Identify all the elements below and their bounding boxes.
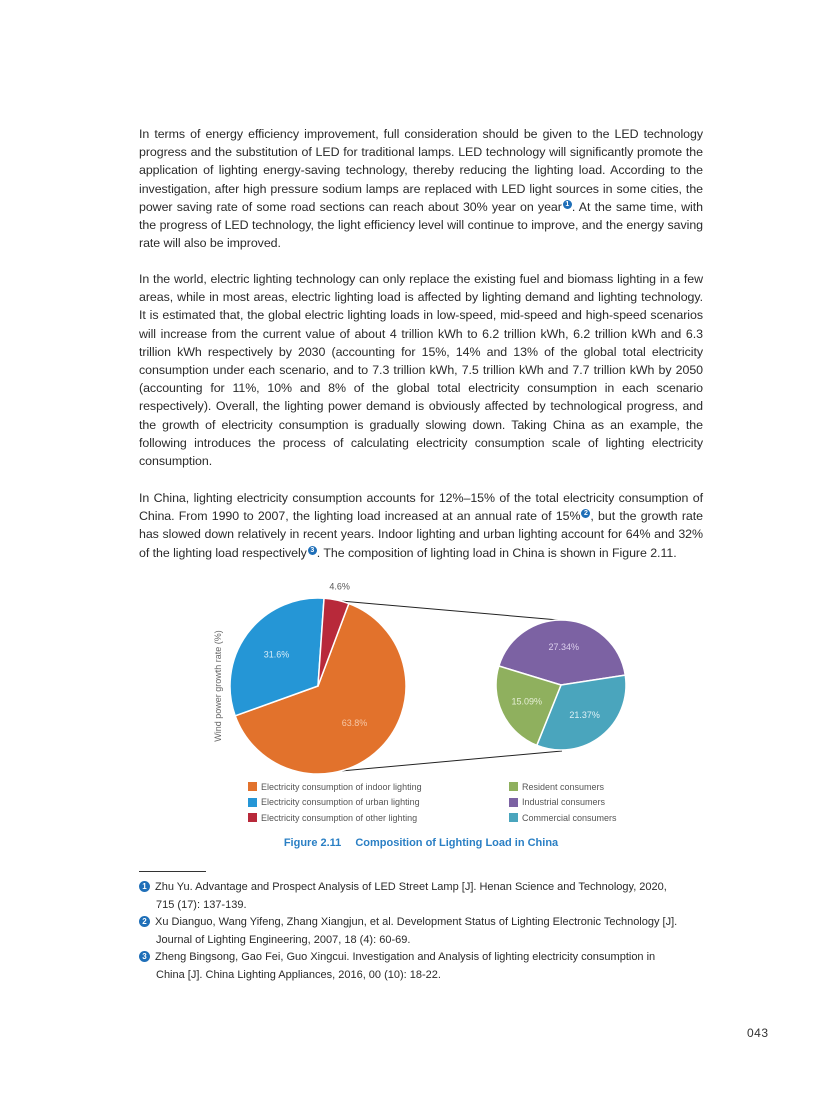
footnote-ref-1[interactable]: 1: [563, 200, 572, 209]
footnote-text: 715 (17): 137-139.: [156, 898, 247, 911]
legend-breakdown: [509, 779, 617, 826]
footnote-text: Journal of Lighting Engineering, 2007, 18 (4): 60-69.: [156, 933, 411, 946]
footnote-2: [139, 914, 703, 949]
legend-item: [509, 795, 617, 811]
paragraph-led-efficiency: [139, 125, 703, 252]
legend-swatch: [248, 798, 257, 807]
footnote-3: [139, 949, 703, 984]
legend-swatch: [509, 813, 518, 822]
footnote-text: Zheng Bingsong, Gao Fei, Guo Xingcui. Investigation and Analysis of lighting electricity consumption in: [155, 951, 656, 963]
legend-item: [248, 795, 422, 811]
legend-item: [509, 810, 617, 826]
figure-title: Composition of Lighting Load in China: [355, 837, 559, 849]
paragraph-global-lighting: In the world, electric lighting technology can only replace the existing fuel and biomass lighting in a few areas, while in most areas, electric lighting load is affected by lighting demand and lighting technology. It is estimated that, the global electric lighting loads in low-speed, mid-speed and high-speed scenarios will increase from the current value of about 4 trillion kWh to 6.2 trillion kWh, 6.2 trillion kWh and 6.3 trillion kWh respectively by 2030 (accounting for 15%, 14% and 13% of the global total electricity consumption under each scenario, and to 7.3 trillion kWh, 7.5 trillion kWh and 7.7 trillion kWh by 2050 (accounting for 11%, 10% and 8% of the global total electricity consumption in each scenario respectively). Overall, the lighting power demand is obviously affected by technological progress, and the growth of electricity consumption is gradually slowing down. Taking China as an example, the following introduces the process of calculating electricity consumption scale of lighting electricity consumption.: [139, 272, 703, 469]
page-number: 043: [747, 1026, 769, 1040]
legend-label: Commercial consumers: [522, 812, 617, 823]
legend-swatch: [248, 813, 257, 822]
footnote-text: Xu Dianguo, Wang Yifeng, Zhang Xiangjun, et al. Development Status of Lighting Electronic Technology [J].: [155, 916, 678, 928]
legend-swatch: [509, 798, 518, 807]
data-label-urban: 31.6%: [263, 649, 290, 660]
footnote-text: Zhu Yu. Advantage and Prospect Analysis of LED Street Lamp [J]. Henan Science and Technology, 2020,: [155, 881, 667, 893]
data-label-industrial: 27.34%: [548, 642, 580, 653]
data-label-resident: 15.09%: [511, 696, 542, 707]
paragraph-text: In China, lighting electricity consumption accounts for 12%–15% of the total electricity consumption of China. From 1990 to 2007, the lighting load increased at an annual rate of 15%: [139, 491, 703, 524]
legend-label: Electricity consumption of urban lighting: [261, 797, 420, 808]
legend-item: [248, 779, 422, 795]
main-pie: [230, 581, 406, 774]
paragraph-text: . At the same time, with the progress of LED technology, the light efficiency level will continue to improve, and the energy saving rate will also be improved.: [139, 199, 703, 251]
paragraph-text: , but the growth rate has slowed down relatively in recent years. Indoor lighting and urban lighting account for 64% and 32% of the lighting load respectively: [139, 509, 703, 560]
legend-swatch: [248, 782, 257, 791]
footnote-ref-3[interactable]: 3: [308, 546, 317, 555]
footnote-marker: 1: [139, 881, 150, 892]
footnote-divider: [139, 871, 206, 872]
footnote-marker: 2: [139, 916, 150, 927]
legend-main: [248, 779, 422, 826]
footnote-marker: 3: [139, 951, 150, 962]
y-axis-label: Wind power growth rate (%): [213, 630, 223, 742]
legend-swatch: [509, 782, 518, 791]
footnote-1: [139, 879, 703, 914]
paragraph-china-lighting: [139, 489, 703, 562]
data-label-commercial: 21.37%: [569, 709, 600, 720]
data-label-indoor: 63.8%: [341, 717, 368, 728]
footnote-ref-2[interactable]: 2: [581, 509, 590, 518]
legend-label: Industrial consumers: [522, 797, 606, 808]
legend-label: Electricity consumption of other lighting: [261, 812, 418, 823]
legend-item: [248, 810, 422, 826]
footnote-text: China [J]. China Lighting Appliances, 2016, 00 (10): 18-22.: [156, 968, 441, 981]
legend-item: [509, 779, 617, 795]
legend-label: Resident consumers: [522, 781, 605, 792]
legend-label: Electricity consumption of indoor lighting: [261, 781, 422, 792]
paragraph-text: In terms of energy efficiency improvement, full consideration should be given to the LED technology progress and the substitution of LED for traditional lamps. LED technology will significantly promote the application of lighting energy-saving technology, thereby reducing the lighting load. According to the investigation, after high pressure sodium lamps are replaced with LED light sources in some cities, the power saving rate of some road sections can reach about 30% year on year: [139, 127, 703, 214]
paragraph-text: . The composition of lighting load in China is shown in Figure 2.11.: [316, 545, 677, 560]
figure-number: Figure 2.11: [283, 837, 342, 849]
figure-caption: [0, 837, 816, 849]
indoor-breakdown-pie: [496, 620, 626, 750]
data-label-other: 4.6%: [329, 581, 350, 592]
